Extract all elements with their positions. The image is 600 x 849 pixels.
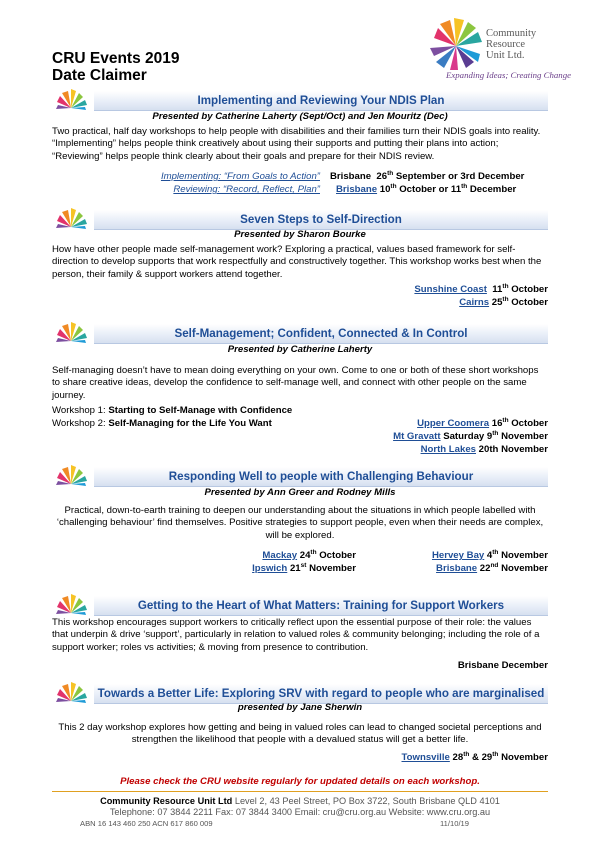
logo-line: Resource [486, 39, 526, 50]
footer-divider [52, 791, 548, 792]
session-dates [150, 563, 356, 575]
event-presenter: Presented by Ann Greer and Rodney Mills [204, 487, 396, 498]
date-suffix: th [387, 169, 394, 177]
workshop-name: Self-Managing for the Life You Want [108, 418, 272, 429]
page-title: CRU Events 2019 [52, 50, 180, 67]
event-title-main: Towards a Better Life: [97, 687, 222, 700]
date-suffix: st [300, 561, 307, 569]
session-dates [300, 752, 548, 764]
date: 26 [376, 171, 388, 182]
footer-org-name: Community Resource Unit Ltd [100, 796, 233, 806]
location-link[interactable]: Sunshine Coast [414, 284, 487, 295]
location-link[interactable]: Brisbane [436, 563, 478, 574]
date: 4 [484, 550, 493, 561]
event-title: Seven Steps to Self-Direction [94, 210, 548, 230]
location-link[interactable]: Mt Gravatt [393, 431, 441, 442]
footer-contact: Telephone: 07 3844 2211 Fax: 07 3844 3400 Email: cru@cru.org.au Website: www.cru.org.au [109, 807, 491, 817]
workshop-line [52, 405, 292, 417]
date-suffix: th [310, 548, 317, 556]
session-dates [336, 184, 516, 196]
event-title: Getting to the Heart of What Matters: Training for Support Workers [94, 596, 548, 616]
event-title: Self-Management; Confident, Connected & In Control [94, 324, 548, 344]
session-dates [300, 431, 548, 443]
location-link[interactable]: Brisbane [336, 184, 378, 195]
date: November [498, 563, 548, 574]
location-link[interactable]: Hervey Bay [431, 550, 485, 561]
footer-abn: ABN 16 143 460 250 ACN 617 860 009 [80, 819, 213, 828]
date: 21 [287, 563, 301, 574]
event-presenter: presented by Jane Sherwin [237, 702, 363, 713]
date: October [508, 297, 548, 308]
workshop-name: Starting to Self-Manage with Confidence [108, 405, 293, 416]
session-location: Brisbane December [457, 660, 548, 671]
event-description: Practical, down-to-earth training to deepen our understanding about the situations in which people labelled with ‘challenging behaviour’ find themselves. Positive strategies to support people, even when their needs are complex, will be explored. [56, 505, 544, 541]
workshop-label: Workshop 2: [52, 418, 109, 429]
date-suffix: th [502, 416, 509, 424]
event-presenter: Presented by Catherine Laherty (Sept/Oct) and Jen Mouritz (Dec) [152, 111, 448, 122]
session-dates [380, 563, 548, 575]
footer-address [0, 796, 600, 806]
logo-tagline: Expanding Ideas; Creating Change [446, 70, 572, 80]
date: October [508, 284, 548, 295]
workshop-link-text[interactable]: Implementing: “From Goals to Action” [160, 171, 320, 182]
colour-burst-icon [52, 321, 90, 343]
location-link[interactable]: Upper Coomera [417, 418, 490, 429]
date: 16 [489, 418, 503, 429]
date: 22 [477, 563, 491, 574]
workshop-link[interactable] [120, 184, 320, 196]
location-link[interactable]: North Lakes [420, 444, 477, 455]
date: November [498, 550, 548, 561]
workshop-label: Workshop 1: [52, 405, 109, 416]
event-description: This workshop encourages support workers to critically reflect upon the essential purpose of their role: the values that underpin & drive ‘support’, particularly in relation to valued roles & community belonging; including the role of a support worker; roles vs activities; & moving from presence to contribution. [52, 617, 540, 653]
session-dates [300, 284, 548, 296]
date: October [316, 550, 356, 561]
date-suffix: th [492, 750, 499, 758]
event-title: Responding Well to people with Challenging Behaviour [94, 467, 548, 487]
date-suffix: th [492, 429, 499, 437]
logo-line: Unit Ltd. [486, 50, 525, 61]
colour-burst-icon [52, 464, 90, 486]
workshop-line [52, 418, 272, 430]
location-link[interactable]: Cairns [459, 297, 490, 308]
session-dates [300, 444, 548, 456]
location: Brisbane [330, 171, 372, 182]
event-presenter: Presented by Catherine Laherty [227, 344, 373, 355]
date: December [467, 184, 517, 195]
workshop-link[interactable] [120, 171, 320, 183]
event-title [94, 684, 548, 704]
session-dates [300, 297, 548, 309]
session-dates [380, 550, 548, 562]
date-suffix: th [502, 282, 509, 290]
session-dates [300, 418, 548, 430]
event-title-rest: Exploring SRV with regard to people who are marginalised [221, 687, 545, 700]
date: September or 3rd December [393, 171, 525, 182]
event-title: Implementing and Reviewing Your NDIS Plan [94, 91, 548, 111]
date-suffix: nd [490, 561, 499, 569]
date: October or 11 [396, 184, 462, 195]
location-link[interactable]: Mackay [262, 550, 298, 561]
page-subtitle: Date Claimer [52, 67, 147, 84]
date-suffix: th [492, 548, 499, 556]
location-link[interactable]: Townsville [401, 752, 450, 763]
date-suffix: th [463, 750, 470, 758]
website-notice: Please check the CRU website regularly for updated details on each workshop. [120, 776, 480, 787]
event-description: How have other people made self-management work? Exploring a practical, values based framework for self-direction to develop supports that work respectfully and constructively together. This workshop works best when the person, their family & support workers attend together. [52, 244, 542, 280]
colour-burst-icon [52, 681, 90, 703]
footer-address-text: Level 2, 43 Peel Street, PO Box 3722, South Brisbane QLD 4101 [232, 796, 500, 806]
date-suffix: th [461, 182, 468, 190]
date: October [508, 418, 548, 429]
session-dates [150, 550, 356, 562]
date: November [498, 752, 548, 763]
workshop-link-text[interactable]: Reviewing: “Record, Reflect, Plan” [173, 184, 320, 195]
date: Saturday 9 [440, 431, 493, 442]
session-dates [330, 171, 524, 183]
date-suffix: th [502, 295, 509, 303]
event-description: Self-managing doesn’t have to mean doing everything on your own. Come to one or both of these short workshops to share creative ideas, develop the confidence to self-manage well, and connect with other people on the same journey. [52, 365, 539, 401]
date-suffix: th [390, 182, 397, 190]
date: 24 [297, 550, 311, 561]
date: 10 [379, 184, 391, 195]
footer-date: 11/10/19 [440, 819, 469, 828]
date: November [498, 431, 548, 442]
date: November [306, 563, 356, 574]
date: 20th November [476, 444, 548, 455]
date: 25 [491, 297, 503, 308]
date: & 29 [469, 752, 493, 763]
event-description: Two practical, half day workshops to help people with disabilities and their families turn their NDIS goals into reality. “Implementing” helps people think creatively about using their supports and putting their plans into action; “Reviewing” helps people think clearly about their goals and prepare for their NDIS review. [52, 126, 541, 162]
date: 11 [492, 284, 503, 295]
event-presenter: Presented by Sharon Bourke [234, 229, 366, 240]
date: 28 [449, 752, 464, 763]
location-link[interactable]: Ipswich [252, 563, 288, 574]
colour-burst-icon [52, 593, 90, 615]
colour-burst-icon [52, 88, 90, 110]
colour-burst-icon [52, 207, 90, 229]
logo-line: Community [486, 28, 537, 39]
logo-text [486, 28, 536, 61]
event-description: This 2 day workshop explores how getting and being in valued roles can lead to changed societal perceptions and strengthen the likelihood that people with a devalued status will get a better life. [58, 722, 542, 746]
